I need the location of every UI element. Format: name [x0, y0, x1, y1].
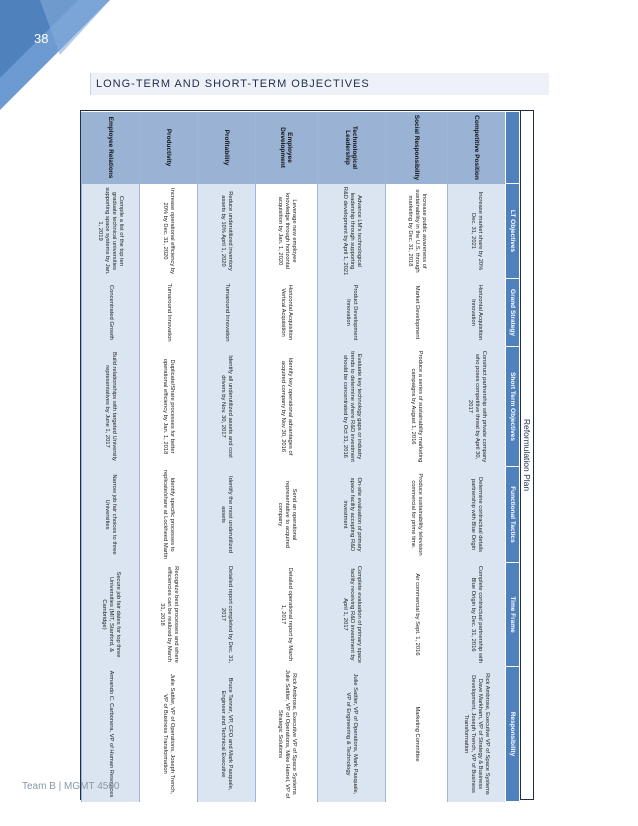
- header-cell: Responsibility: [506, 667, 520, 802]
- page-number: 38: [34, 31, 49, 46]
- responsibility-cell: Julie Sattler, VP of Operations, Mark Pasquale, VP of Engineering & Technology: [318, 667, 386, 802]
- table-row: [198, 112, 256, 802]
- grand-strategy-cell: Product Development Innovation: [318, 279, 386, 347]
- responsibility-cell: Marketing Committee: [386, 667, 448, 802]
- table-row: [256, 112, 318, 802]
- header-cell: Grand Strategy: [506, 279, 520, 347]
- header-cell: [506, 112, 520, 184]
- header-cell: LT Objectives: [506, 184, 520, 279]
- page-footer: Team B | MGMT 4500: [22, 781, 120, 792]
- lt-objective-cell: Reduce underutilized inventory assets by 10% April 1, 2020: [198, 184, 256, 279]
- tactics-cell: Narrow job fair choices to three Universities: [82, 467, 140, 563]
- tactics-cell: Produce sustainability television commercial for prime time.: [386, 467, 448, 563]
- responsibility-cell: Armando C. Carbonera, VP of Human Resources: [82, 667, 140, 802]
- table-row: [318, 112, 386, 802]
- lt-objective-cell: Compile a list of the top ten graduate technical universities supporting space systems by Jan. 1, 2019: [82, 184, 140, 279]
- tactics-cell: Identify specific processes to replicate/share at Lockheed Martin: [140, 467, 198, 563]
- lt-objective-cell: Leverage new employee knowledge through horizontal acquisition by Jan. 1, 2020: [256, 184, 318, 279]
- st-objective-cell: Duplicate/Share processes for better operational efficiency by Jan. 1, 2018: [140, 347, 198, 467]
- st-objective-cell: Identify key operational advantages of acquired company by Nov 30, 2016: [256, 347, 318, 467]
- table-row: [448, 112, 506, 802]
- header-cell: Functional Tactics: [506, 467, 520, 563]
- st-objective-cell: Construct partnership with private company who poses competitive threat by April 30, 2017: [448, 347, 506, 467]
- objective-cell: Employee Development: [256, 112, 318, 184]
- grand-strategy-cell: Turnaround Innovation: [140, 279, 198, 347]
- lt-objective-cell: Advance LM's technological leadership through supporting R&D development by April 1, 2021: [318, 184, 386, 279]
- tactics-cell: On-site evaluation of primary space facility accepting R&D investment: [318, 467, 386, 563]
- responsibility-cell: Bruce Tanner, VP, CFO and Mark Pasquale, Engineer and Technical Executive: [198, 667, 256, 802]
- time-frame-cell: Secure job fair dates for top three Universities (MIT, Stanford, & Cambridge): [82, 563, 140, 667]
- tactics-cell: Send an operational representative to acquired company: [256, 467, 318, 563]
- objective-cell: Employee Relations: [82, 112, 140, 184]
- objective-cell: Social Responsibility: [386, 112, 448, 184]
- header-cell: Short Term Objectives: [506, 347, 520, 467]
- section-title: LONG-TERM AND SHORT-TERM OBJECTIVES: [96, 78, 370, 90]
- objective-cell: Profitability: [198, 112, 256, 184]
- table-row: [140, 112, 198, 802]
- time-frame-cell: Detailed operational report by March 1, 2017: [256, 563, 318, 667]
- responsibility-cell: Rick Ambrose, Executive VP of Space Systems Julie Sattler, VP of Operations, Mike Hamel, VP of Strategic Solutions: [256, 667, 318, 802]
- table-box: [80, 110, 521, 800]
- tactics-cell: Determine contractual details partnership with Blue Origin: [448, 467, 506, 563]
- grand-strategy-cell: Market Development: [386, 279, 448, 347]
- grand-strategy-cell: Horizontal Acquisition Vertical Acquisition: [256, 279, 318, 347]
- st-objective-cell: Produce a series of sustainability marketing campaigns by August 1, 2016: [386, 347, 448, 467]
- tactics-cell: Identify the most underutilized assets: [198, 467, 256, 563]
- table-row: [386, 112, 448, 802]
- grand-strategy-cell: Horizontal Acquisition Innovation: [448, 279, 506, 347]
- time-frame-cell: Detailed report completed by Dec. 31, 2017: [198, 563, 256, 667]
- time-frame-cell: Complete evaluation of primary space facility receiving R&D investment by April 1, 2017: [318, 563, 386, 667]
- reformulation-table: [81, 111, 520, 802]
- time-frame-cell: Recognize best processes and where efficiencies can be realized by March 31, 2018: [140, 563, 198, 667]
- st-objective-cell: Identify all underutilized assets and cost drivers by Nov. 30, 2017: [198, 347, 256, 467]
- lt-objective-cell: Increase operational efficiency by 20% by Dec. 31, 2020: [140, 184, 198, 279]
- time-frame-cell: Complete contractual partnership with Blue Origin by Dec. 31, 2016: [448, 563, 506, 667]
- objective-cell: Productivity: [140, 112, 198, 184]
- rotated-table: [94, 110, 534, 800]
- table-row: [82, 112, 140, 802]
- table-header-row: [506, 112, 520, 802]
- grand-strategy-cell: Turnaround Innovation: [198, 279, 256, 347]
- responsibility-cell: Julie Sattler, VP of Operations, Joseph Trench, VP of Business Transformation: [140, 667, 198, 802]
- responsibility-cell: Rick Ambrose, Executive VP of Space Systems Dave Markham, VP of Strategy & Business Development, Joseph Trench, VP of Business Transformation: [448, 667, 506, 802]
- objective-cell: Technological Leadership: [318, 112, 386, 184]
- header-cell: Time Frame: [506, 563, 520, 667]
- st-objective-cell: Build relationships with targeted University representatives by June 1, 2017: [82, 347, 140, 467]
- objective-cell: Competitive Position: [448, 112, 506, 184]
- lt-objective-cell: Increase market share by 20% Dec. 31, 2021: [448, 184, 506, 279]
- lt-objective-cell: Increase public awareness of sustainability in the U.S. through marketing by Dec. 31, 2018: [386, 184, 448, 279]
- table-wrapper: [94, 110, 534, 800]
- st-objective-cell: Evaluate key technology gaps or industry trends to determine where R&D investment should be concentrated by Oct 31, 2016: [318, 347, 386, 467]
- grand-strategy-cell: Concentrated Growth: [82, 279, 140, 347]
- table-title: Reformulation Plan: [521, 110, 534, 800]
- time-frame-cell: Air commercial by Sept. 1, 2016: [386, 563, 448, 667]
